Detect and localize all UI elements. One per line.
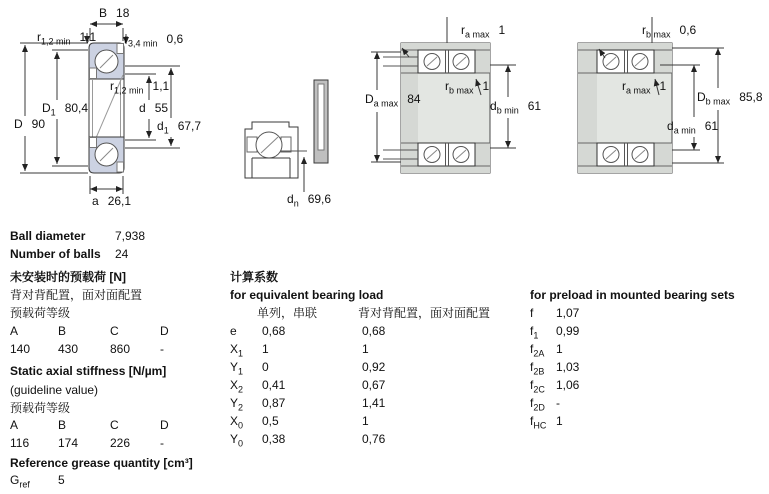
- dim-label-rb-max-fig4: $r_{b max}$ 0,6: [642, 23, 697, 40]
- preload-title: 未安装时的预载荷 [N]: [10, 270, 126, 284]
- stiffness-title: Static axial stiffness [N/µm]: [10, 364, 167, 378]
- stiffness-subtitle: (guideline value): [10, 383, 99, 397]
- dim-label-r34: $r_{3,4 min}$ 0,6: [124, 32, 184, 49]
- calc-row-e: e 0,68 0,68: [230, 324, 386, 338]
- number-of-balls-value: 24: [115, 247, 129, 261]
- preload-subtitle: 背对背配置，面对面配置: [10, 288, 143, 302]
- calc-row-y2: $Y_2$ 0,87 1,41: [230, 396, 386, 413]
- factors-title: for preload in mounted bearing sets: [530, 288, 735, 302]
- dim-label-r12-mid: $r_{1,2 min}$ 1,1: [110, 79, 170, 96]
- preload-class-label: 预载荷等级: [10, 306, 71, 320]
- calc-row-x2: $X_2$ 0,41 0,67: [230, 378, 386, 395]
- dim-label-rb-max-fig3: $r_{b max}$ 1: [445, 79, 490, 96]
- dim-label-Da-max: $D_{a max}$ 84: [365, 92, 421, 109]
- factor-row-f2c: $f_{2C}$ 1,06: [530, 378, 580, 395]
- calc-row-x0: $X_0$ 0,5 1: [230, 414, 369, 431]
- calc-row-y0: $Y_0$ 0,38 0,76: [230, 432, 386, 449]
- factor-row-fhc: $f_{HC}$ 1: [530, 414, 563, 431]
- factor-row-f2a: $f_{2A}$ 1: [530, 342, 563, 359]
- grease-value: 5: [58, 473, 65, 487]
- calc-row-x1: $X_1$ 1 1: [230, 342, 369, 359]
- dim-label-Db-max: $D_{b max}$ 85,8: [697, 90, 763, 107]
- calc-column-headers: 单列，串联 背对背配置，面对面配置: [257, 306, 491, 320]
- dim-label-ra-max-fig4: $r_{a max}$ 1: [622, 79, 667, 96]
- grease-title: Reference grease quantity [cm³]: [10, 456, 193, 470]
- factor-row-f2b: $f_{2B}$ 1,03: [530, 360, 580, 377]
- dim-label-a: a 26,1: [92, 194, 132, 208]
- calc-title: 计算系数: [230, 270, 279, 284]
- dim-label-D: D 90: [14, 117, 46, 131]
- dim-label-B: B 18: [99, 6, 130, 20]
- dim-label-r12-top: $r_{1,2 min}$ 1,1: [37, 30, 97, 47]
- preload-class-header-row: A B C D: [10, 324, 169, 338]
- dim-label-d: d 55: [139, 101, 169, 115]
- fig1-bearing-body: [89, 43, 124, 173]
- stiffness-class-label: 预载荷等级: [10, 401, 71, 415]
- fig2-housing-drawing: [245, 80, 328, 192]
- preload-values-row: 140 430 860 -: [10, 342, 164, 356]
- stiffness-class-header-row: A B C D: [10, 418, 169, 432]
- stiffness-values-row: 116 174 226 -: [10, 436, 164, 450]
- dim-label-da-min: $d_{a min}$ 61: [667, 119, 719, 136]
- dim-label-db-min: $d_{b min}$ 61: [490, 99, 542, 116]
- factor-row-f: f 1,07: [530, 306, 580, 320]
- dim-label-D1: $D_1$ 80,4: [42, 101, 89, 118]
- number-of-balls-row: Number of balls 24: [10, 247, 129, 261]
- dim-label-ra-max-fig3: $r_{a max}$ 1: [461, 23, 506, 40]
- dim-label-d1: $d_1$ 67,7: [157, 119, 202, 136]
- calc-subtitle: for equivalent bearing load: [230, 288, 384, 302]
- factor-row-f1: $f_1$ 0,99: [530, 324, 580, 341]
- factor-row-f2d: $f_{2D}$ -: [530, 396, 560, 413]
- grease-row: $G_{ref}$ 5: [10, 473, 65, 490]
- dim-label-dn: $d_n$ 69,6: [287, 192, 332, 209]
- ball-diameter-value: 7,938: [115, 229, 146, 243]
- ball-diameter-row: Ball diameter 7,938: [10, 229, 146, 243]
- calc-row-y1: $Y_1$ 0 0,92: [230, 360, 386, 377]
